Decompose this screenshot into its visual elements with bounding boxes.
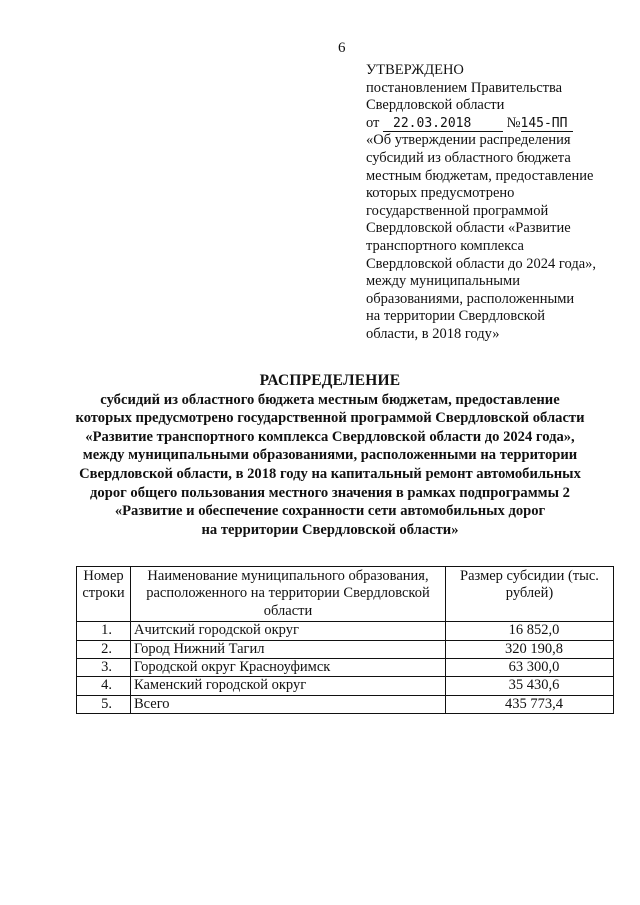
- heading-line: Свердловской области, в 2018 году на капитальный ремонт автомобильных: [79, 465, 581, 482]
- row-amount: 35 430,6: [446, 677, 614, 695]
- approval-line: УТВЕРЖДЕНО: [366, 62, 464, 78]
- approval-block: [366, 62, 626, 344]
- approval-title-line: на территории Свердловской: [366, 308, 545, 325]
- heading-line: дорог общего пользования местного значения в рамках подпрограммы 2: [90, 484, 570, 501]
- table-row: [77, 659, 614, 677]
- approval-date: 22.03.2018: [383, 117, 503, 132]
- approval-title-line: Свердловской области до 2024 года»,: [366, 255, 597, 272]
- approval-date-line: [366, 115, 626, 133]
- document-heading: [60, 372, 600, 539]
- header-municipality: Наименование муниципального образования, расположенного на территории Свердловской области: [131, 567, 446, 622]
- row-number: 2.: [77, 640, 131, 658]
- approval-line: постановлением Правительства: [366, 79, 563, 96]
- row-name: Городской округ Красноуфимск: [131, 659, 446, 677]
- heading-line: «Развитие и обеспечение сохранности сети автомобильных дорог: [114, 503, 546, 520]
- table-row: [77, 640, 614, 658]
- approval-title-line: образованиями, расположенными: [366, 290, 575, 307]
- approval-title-line: государственной программой: [366, 202, 549, 219]
- table-row: [77, 622, 614, 640]
- row-name: Ачитский городской округ: [131, 622, 446, 640]
- approval-title-line: транспортного комплекса: [366, 237, 524, 254]
- approval-title-line: между муниципальными: [366, 273, 520, 290]
- page-number: 6: [338, 40, 346, 56]
- approval-title-line: местным бюджетам, предоставление: [366, 167, 594, 184]
- row-name: Всего: [131, 695, 446, 713]
- header-amount: Размер субсидии (тыс. рублей): [446, 567, 614, 622]
- row-amount: 63 300,0: [446, 659, 614, 677]
- heading-title: РАСПРЕДЕЛЕНИЕ: [259, 372, 401, 389]
- heading-line: «Развитие транспортного комплекса Свердловской области до 2024 года»,: [85, 428, 575, 445]
- approval-number: 145-ПП: [521, 117, 573, 132]
- heading-line: субсидий из областного бюджета местным бюджетам, предоставление: [100, 391, 560, 408]
- approval-title-line: Свердловской области «Развитие: [366, 220, 571, 237]
- approval-line: Свердловской области: [366, 97, 505, 114]
- row-amount: 435 773,4: [446, 695, 614, 713]
- number-prefix: №: [506, 114, 521, 131]
- row-number: 5.: [77, 695, 131, 713]
- row-amount: 16 852,0: [446, 622, 614, 640]
- subsidy-table: [76, 566, 614, 714]
- header-row-number: Номер строки: [77, 567, 131, 622]
- table-row: [77, 677, 614, 695]
- row-number: 4.: [77, 677, 131, 695]
- row-name: Каменский городской округ: [131, 677, 446, 695]
- approval-title-line: субсидий из областного бюджета: [366, 149, 571, 166]
- table-header-row: [77, 567, 614, 622]
- row-name: Город Нижний Тагил: [131, 640, 446, 658]
- table-row: [77, 695, 614, 713]
- row-number: 3.: [77, 659, 131, 677]
- heading-line: на территории Свердловской области»: [201, 521, 459, 538]
- approval-title-line: «Об утверждении распределения: [366, 132, 571, 149]
- heading-line: которых предусмотрено государственной программой Свердловской области: [75, 410, 585, 427]
- approval-title-line: области, в 2018 году»: [366, 325, 500, 342]
- date-prefix: от: [366, 114, 380, 131]
- heading-line: между муниципальными образованиями, расположенными на территории: [82, 447, 578, 464]
- row-amount: 320 190,8: [446, 640, 614, 658]
- row-number: 1.: [77, 622, 131, 640]
- approval-title-line: которых предусмотрено: [366, 185, 515, 202]
